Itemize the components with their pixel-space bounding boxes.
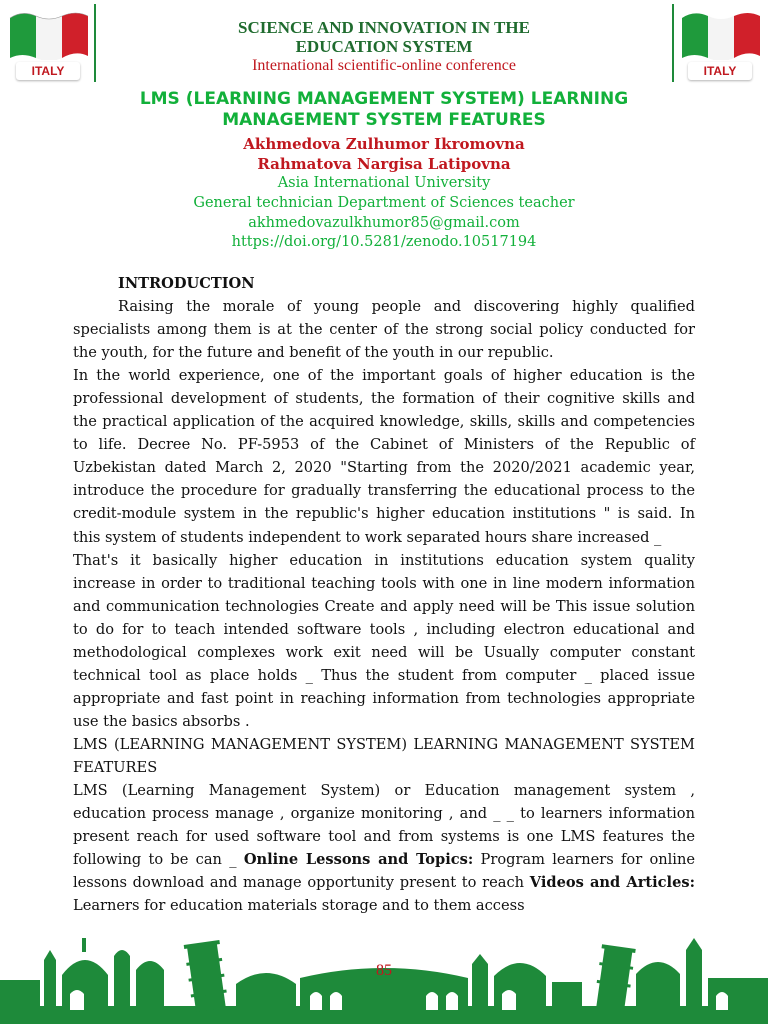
page-number: 85 [376,962,392,979]
paper-title [60,89,708,131]
paragraph-text: Program learners for online lessons download and manage opportunity present to reach [73,851,696,892]
flag-badge-right [674,2,766,82]
page-header [0,0,768,86]
bold-term: Online Lessons and Topics: [243,851,474,869]
header-divider [94,4,96,82]
article-body [73,272,695,917]
author-name: Akhmedova Zulhumor Ikromovna [243,135,525,153]
paragraph-heading: LMS (LEARNING MANAGEMENT SYSTEM) LEARNING MANAGEMENT SYSTEM FEATURES [73,735,695,776]
paragraph [73,779,695,917]
italy-flag-icon [8,8,90,60]
conference-title-line2: EDUCATION SYSTEM [295,37,473,56]
italy-flag-icon [680,8,762,60]
paragraph-text: LMS (Learning Management System) or Education management system , education process manage , organize monitoring , and _ _ to learners information present reach for used software tool and from systems is one LMS features the following to be can _ [73,782,695,869]
flag-label: ITALY [16,62,80,80]
conference-title-line1: SCIENCE AND INNOVATION IN THE [238,18,530,37]
doi-link[interactable]: https://doi.org/10.5281/zenodo.10517194 [231,234,537,250]
affiliation: Asia International University [277,175,491,191]
paragraph: In the world experience, one of the important goals of higher education is the professional development of students, the formation of their cognitive skills and the practical application of the acquired knowledge, skills, skills and competencies to life. Decree No. PF-5953 of the Cabinet of Ministers of the Republic of Uzbekistan dated March 2, 2020 "Starting from the 2020/2021 academic year, introduce the procedure for gradually transferring the educational process to the credit-module system in the republic's higher education institutions " is said. In this system of students independent to work separated hours share increased _ [73,367,695,546]
author-email[interactable]: akhmedovazulkhumor85@gmail.com [248,215,520,231]
paragraph-text: Learners for education materials storage and to them access [73,897,525,915]
paper-title-line1: LMS (LEARNING MANAGEMENT SYSTEM) LEARNING [139,89,629,109]
paragraph: That's it basically higher education in institutions education system quality increase in order to traditional teaching tools with one in line modern information and communication technologies Create and apply need will be This issue solution to do for to teach intended software tools , including electron educational and methodological complexes work exit need will be Usually computer constant technical tool as place holds _ Thus the student from computer _ placed issue appropriate and fast point in reaching information from technologies appropriate use the basics absorbs . [73,551,695,730]
department: General technician Department of Sciences teacher [193,195,575,211]
bold-term: Videos and Articles: [529,874,695,892]
conference-subtitle: International scientific-online conference [252,57,516,74]
flag-label: ITALY [688,62,752,80]
author-name: Rahmatova Nargisa Latipovna [257,155,511,173]
section-heading: INTRODUCTION [118,275,255,292]
flag-badge-left [2,2,94,82]
paragraph: Raising the morale of young people and discovering highly qualified specialists among them is at the center of the strong social policy conducted for the youth, for the future and benefit of the youth in our republic. [73,298,695,362]
paper-title-line2: MANAGEMENT SYSTEM FEATURES [222,110,546,130]
